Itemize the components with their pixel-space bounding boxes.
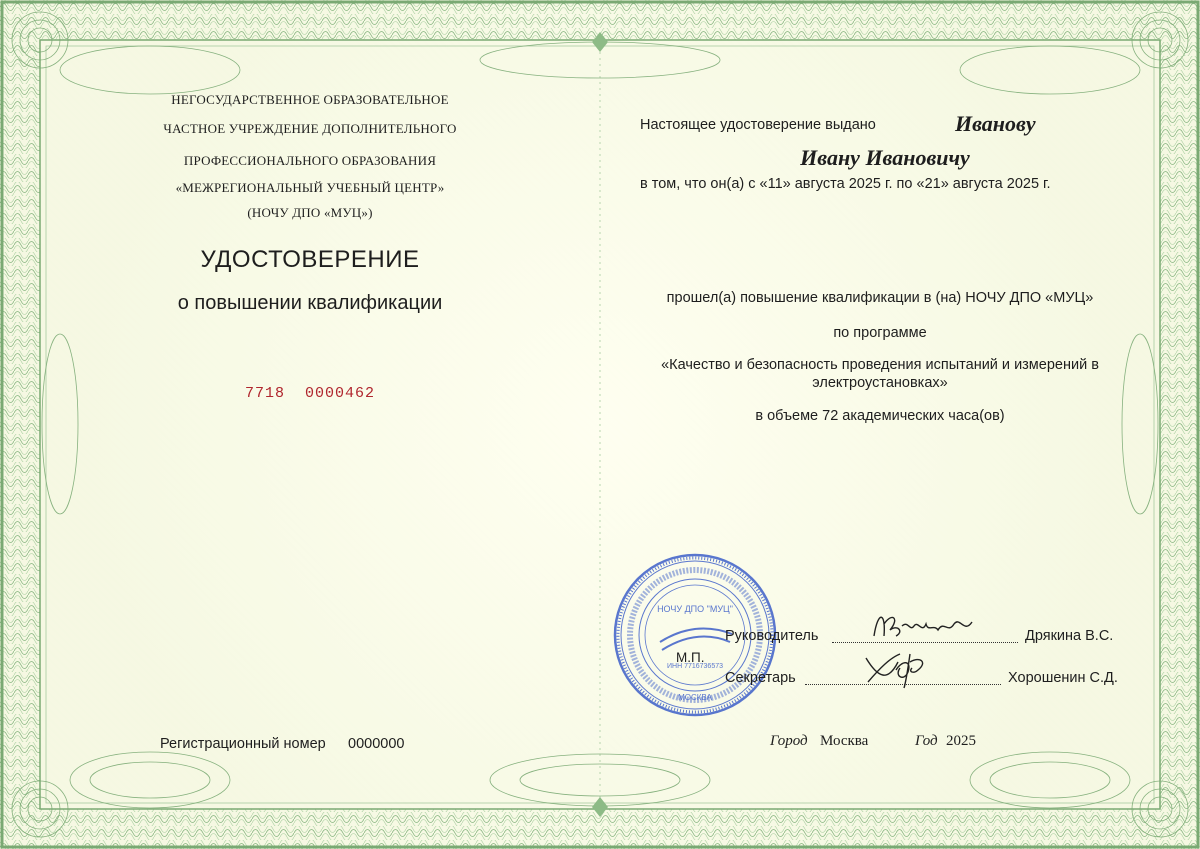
stamp-inn-text: ИНН 7716736573 (666, 663, 724, 670)
head-role: Руководитель (725, 628, 819, 644)
org-line-5: (НОЧУ ДПО «МУЦ») (247, 205, 373, 220)
city-value: Москва (820, 733, 869, 749)
program-label: по программе (833, 325, 927, 341)
completion-text: прошел(а) повышение квалификации в (на) НОЧУ ДПО «МУЦ» (666, 290, 1094, 306)
training-period: в том, что он(а) с «11» августа 2025 г. по «21» августа 2025 г. (640, 176, 1051, 192)
serial-number: 7718 0000462 (244, 385, 376, 402)
secretary-role: Секретарь (725, 670, 796, 686)
document-title: УДОСТОВЕРЕНИЕ (200, 246, 420, 273)
org-line-2: ЧАСТНОЕ УЧРЕЖДЕНИЕ ДОПОЛНИТЕЛЬНОГО (163, 121, 457, 136)
head-signature (868, 606, 978, 646)
program-name-line-1: «Качество и безопасность проведения испытаний и измерений в (661, 357, 1099, 373)
org-line-1: НЕГОСУДАРСТВЕННОЕ ОБРАЗОВАТЕЛЬНОЕ (171, 92, 449, 107)
program-volume: в объеме 72 академических часа(ов) (755, 408, 1005, 424)
stamp-city-text: МОСКВА (678, 693, 712, 702)
seal-place-label: М.П. (676, 650, 705, 665)
stamp-center-text: НОЧУ ДПО "МУЦ" (657, 604, 733, 614)
secretary-name: Хорошенин С.Д. (1008, 670, 1118, 686)
recipient-surname: Иванову (955, 111, 1036, 136)
secretary-signature (858, 648, 948, 690)
document-subtitle: о повышении квалификации (177, 292, 443, 314)
registration-number: 0000000 (348, 736, 405, 752)
org-line-3: ПРОФЕССИОНАЛЬНОГО ОБРАЗОВАНИЯ (183, 153, 437, 168)
program-name-line-2: электроустановках» (812, 375, 948, 391)
city-label: Город (770, 733, 808, 749)
recipient-name: Ивану Ивановичу (800, 145, 970, 170)
issued-to-label: Настоящее удостоверение выдано (640, 117, 876, 133)
head-name: Дрякина В.С. (1025, 628, 1114, 644)
org-line-4: «МЕЖРЕГИОНАЛЬНЫЙ УЧЕБНЫЙ ЦЕНТР» (175, 180, 445, 195)
registration-label: Регистрационный номер (160, 736, 326, 752)
year-label: Год (915, 733, 938, 749)
year-value: 2025 (946, 733, 976, 749)
